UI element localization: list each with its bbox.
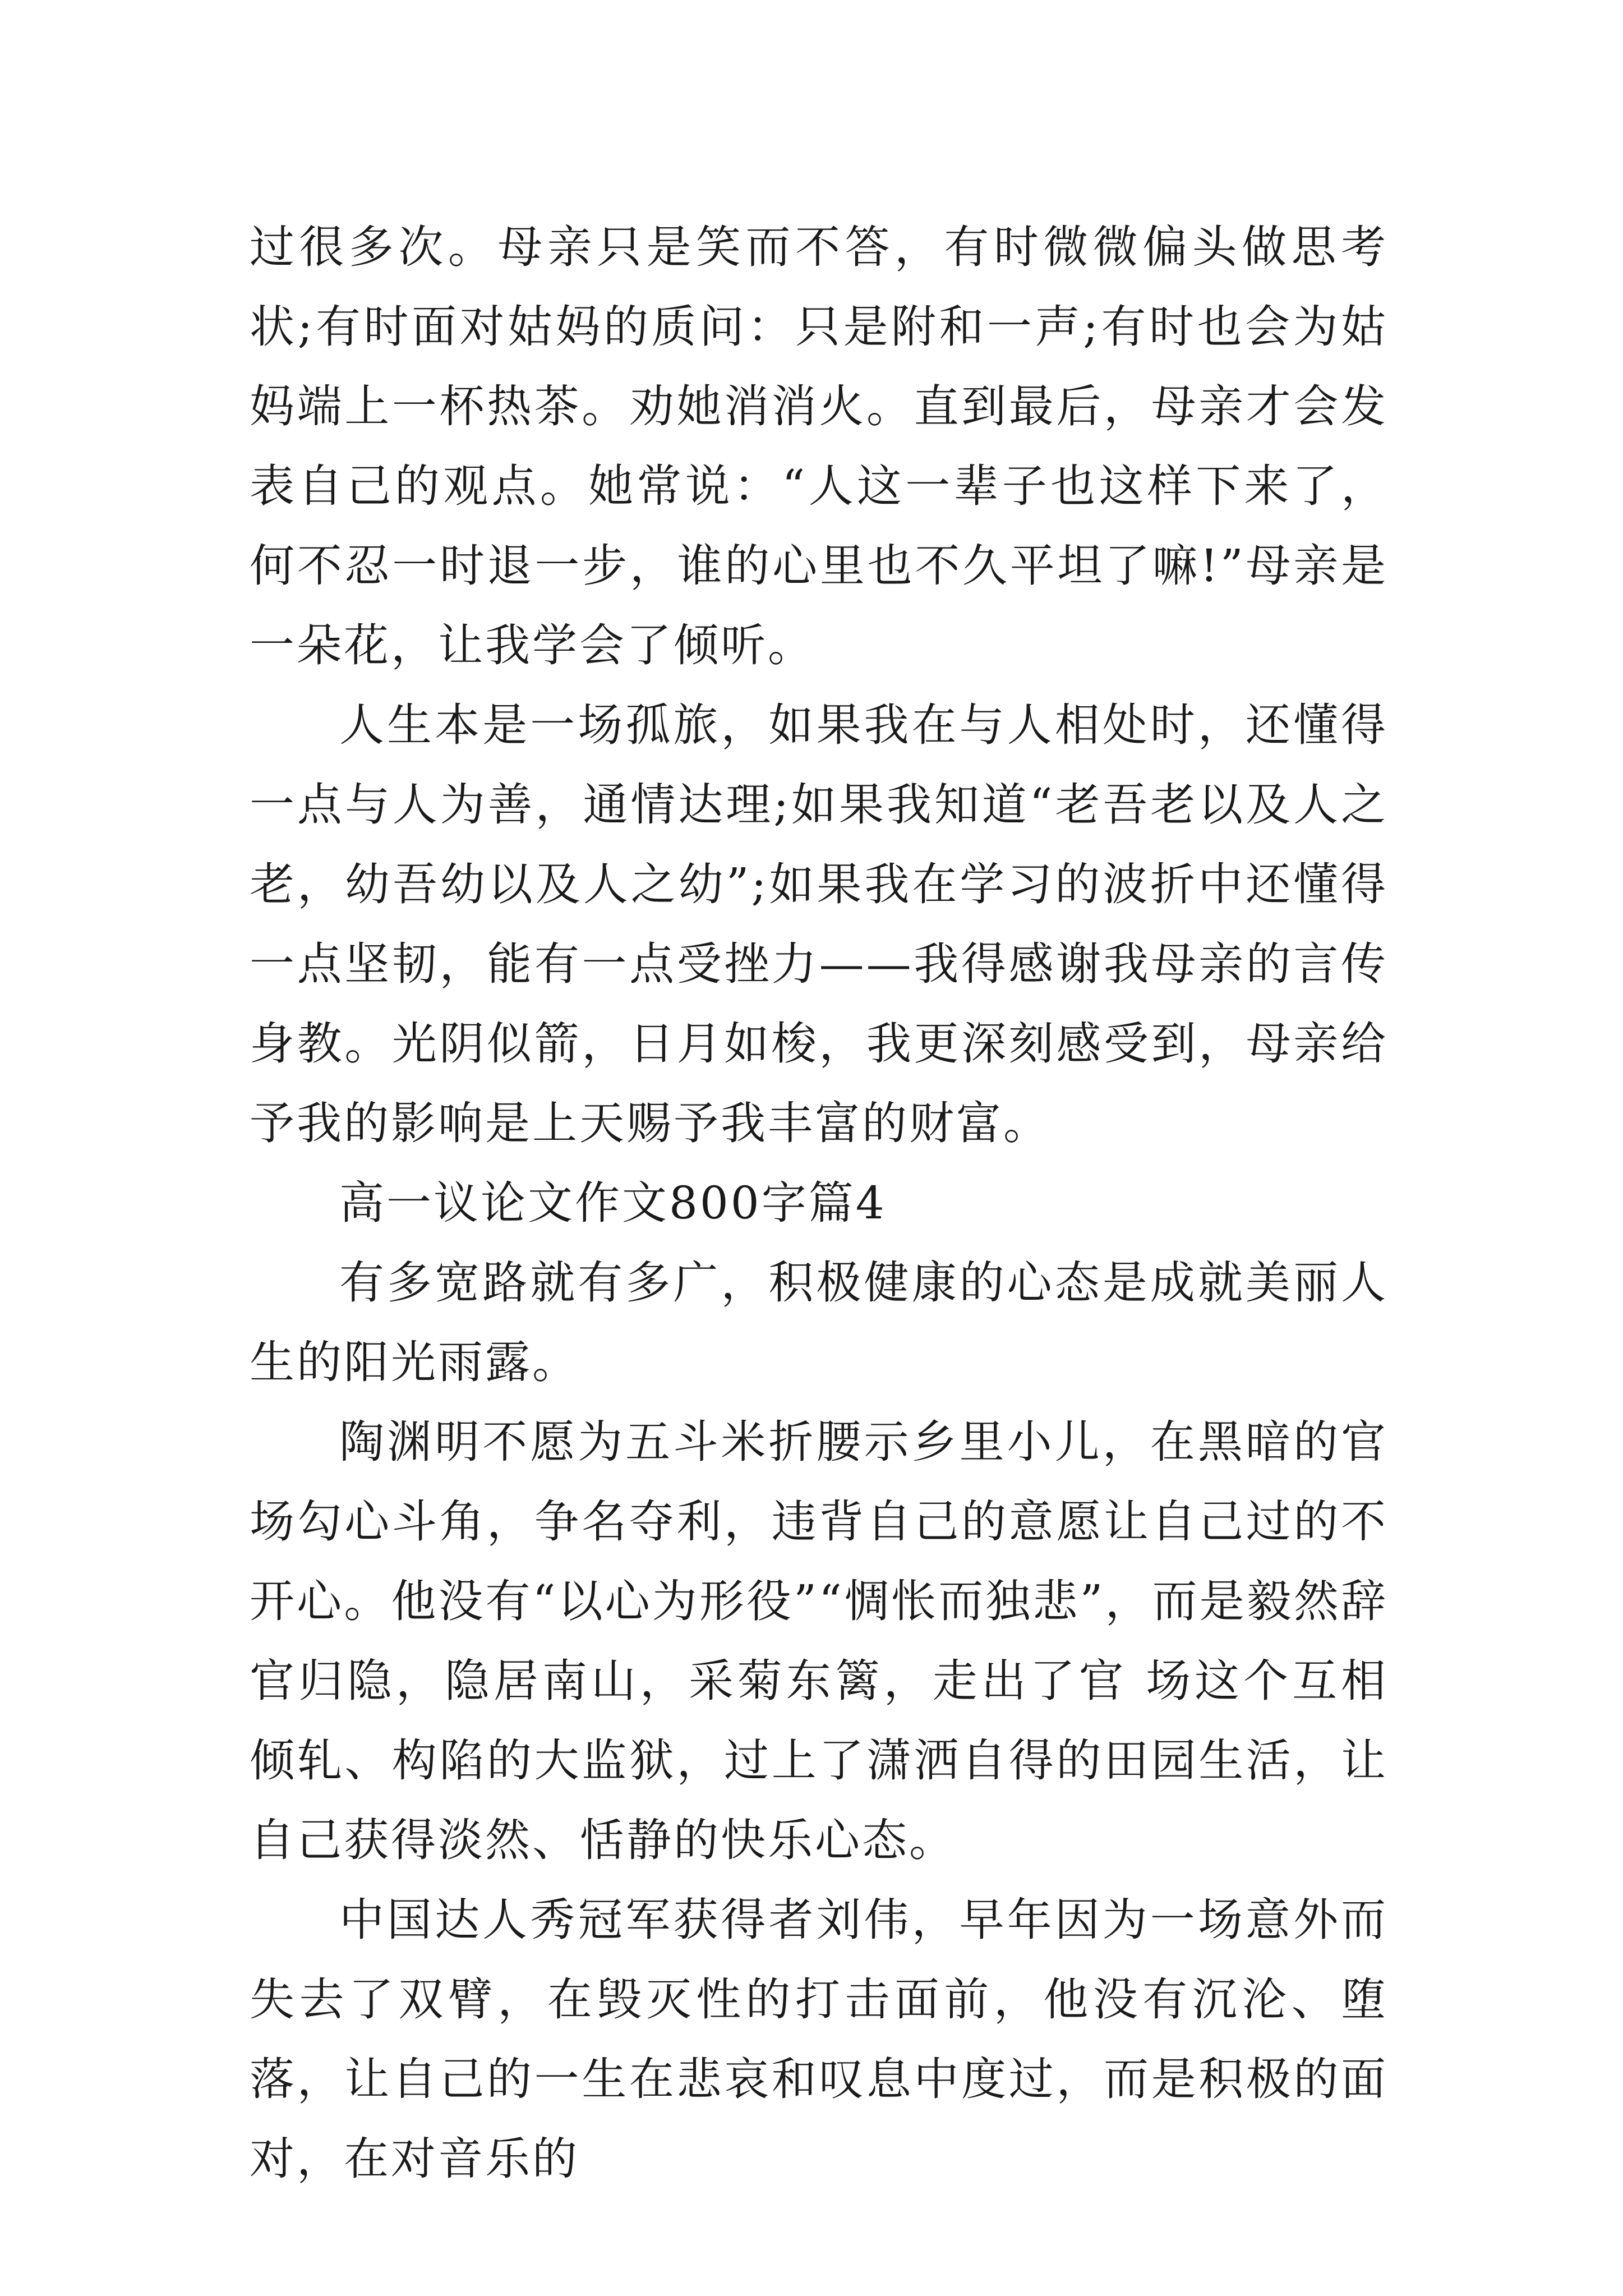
- paragraph-continuation: 过很多次。母亲只是笑而不答，有时微微偏头做思考状;有时面对姑妈的质问：只是附和一声;有时也会为姑妈端上一杯热茶。劝她消消火。直到最后，母亲才会发表自己的观点。她常说：“人这一辈子也这样下来了，何不忍一时退一步，谁的心里也不久平坦了嘛!”母亲是一朵花，让我学会了倾听。: [250, 221, 1388, 671]
- paragraph: 陶渊明不愿为五斗米折腰示乡里小儿，在黑暗的官 场勾心斗角，争名夺利，违背自己的意愿让自己过的不开心。他没有“以心为形役”“惆怅而独悲”，而是毅然辞官归隐，隐居南山，采菊东篱，走出了官 场这个互相倾轧、构陷的大监狱，过上了潇洒自得的田园生活，让自己获得淡然、恬静的快乐心态。: [250, 1416, 1388, 1866]
- paragraph: 人生本是一场孤旅，如果我在与人相处时，还懂得一点与人为善，通情达理;如果我知道“老吾老以及人之老，幼吾幼以及人之幼”;如果我在学习的波折中还懂得一点坚韧，能有一点受挫力——我得感谢我母亲的言传身教。光阴似箭，日月如梭，我更深刻感受到，母亲给予我的影响是上天赐予我丰富的财富。: [250, 699, 1388, 1149]
- section-heading: 高一议论文作文800字篇4: [339, 1177, 887, 1229]
- paragraph: 有多宽路就有多广，积极健康的心态是成就美丽人生的阳光雨露。: [250, 1257, 1388, 1388]
- paragraph: 中国达人秀冠军获得者刘伟，早年因为一场意外而失去了双臂，在毁灭性的打击面前，他没有沉沦、堕落，让自己的一生在悲哀和叹息中度过，而是积极的面对，在对音乐的: [250, 1894, 1388, 2185]
- document-body: [250, 208, 1388, 2199]
